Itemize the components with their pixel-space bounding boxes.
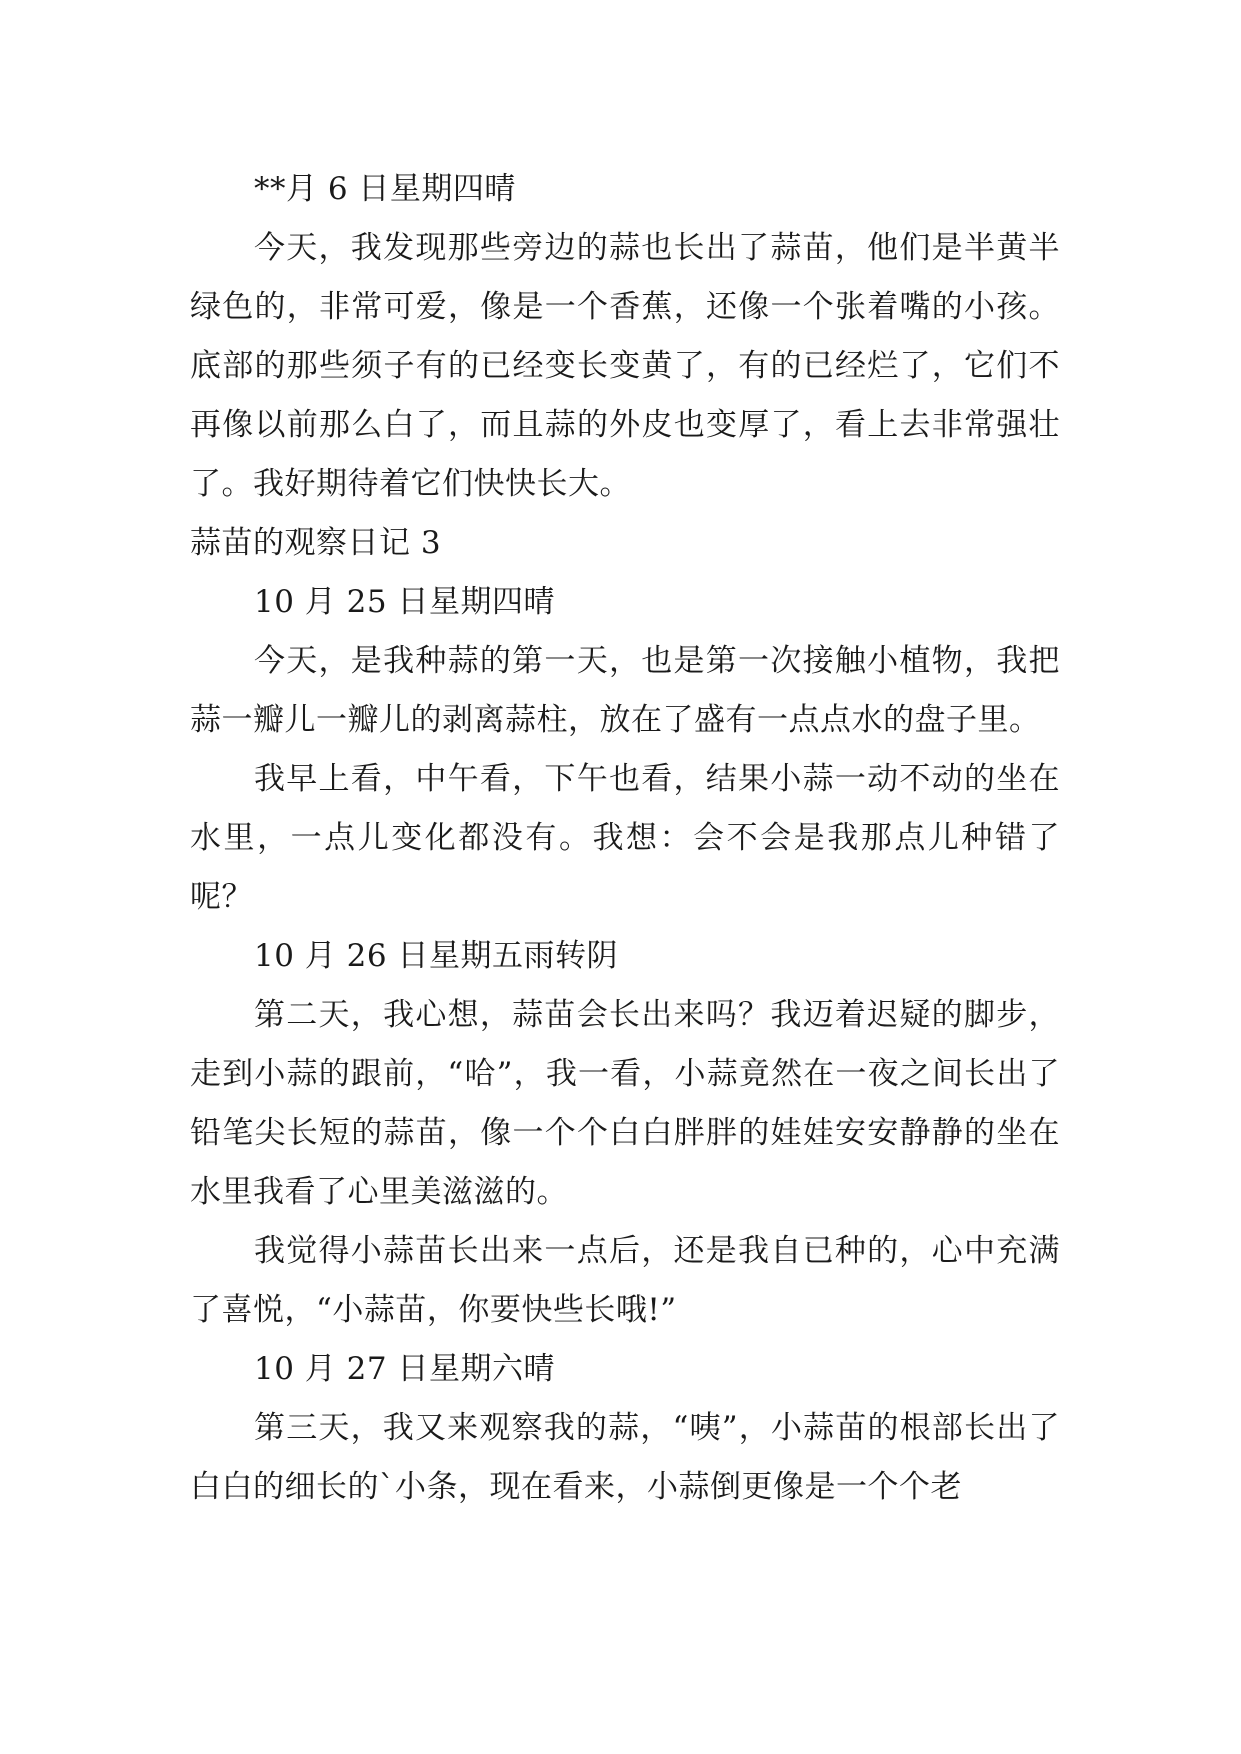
diary-paragraph: 我早上看，中午看，下午也看，结果小蒜一动不动的坐在水里，一点儿变化都没有。我想：会不会是我那点儿种错了呢？ bbox=[190, 761, 1060, 915]
document-page bbox=[190, 160, 1060, 1517]
diary-date: 10 月 26 日星期五雨转阴 bbox=[254, 938, 618, 974]
diary-paragraph: 第三天，我又来观察我的蒜，“咦”，小蒜苗的根部长出了白白的细长的`小条，现在看来，小蒜倒更像是一个个老 bbox=[190, 1410, 1060, 1505]
diary-date: 10 月 25 日星期四晴 bbox=[254, 584, 555, 620]
diary-paragraph: 今天，是我种蒜的第一天，也是第一次接触小植物，我把蒜一瓣儿一瓣儿的剥离蒜柱，放在了盛有一点点水的盘子里。 bbox=[190, 643, 1060, 738]
diary-paragraph: 今天，我发现那些旁边的蒜也长出了蒜苗，他们是半黄半绿色的，非常可爱，像是一个香蕉，还像一个张着嘴的小孩。底部的那些须子有的已经变长变黄了，有的已经烂了，它们不再像以前那么白了，而且蒜的外皮也变厚了，看上去非常强壮了。我好期待着它们快快长大。 bbox=[190, 230, 1060, 502]
diary-date: **月 6 日星期四晴 bbox=[254, 171, 516, 207]
diary-paragraph: 第二天，我心想，蒜苗会长出来吗？我迈着迟疑的脚步，走到小蒜的跟前，“哈”，我一看，小蒜竟然在一夜之间长出了铅笔尖长短的蒜苗，像一个个白白胖胖的娃娃安安静静的坐在水里我看了心里美滋滋的。 bbox=[190, 997, 1060, 1210]
diary-date: 10 月 27 日星期六晴 bbox=[254, 1351, 555, 1387]
section-heading: 蒜苗的观察日记 3 bbox=[190, 525, 442, 561]
diary-paragraph: 我觉得小蒜苗长出来一点后，还是我自已种的，心中充满了喜悦，“小蒜苗，你要快些长哦!” bbox=[190, 1233, 1060, 1328]
